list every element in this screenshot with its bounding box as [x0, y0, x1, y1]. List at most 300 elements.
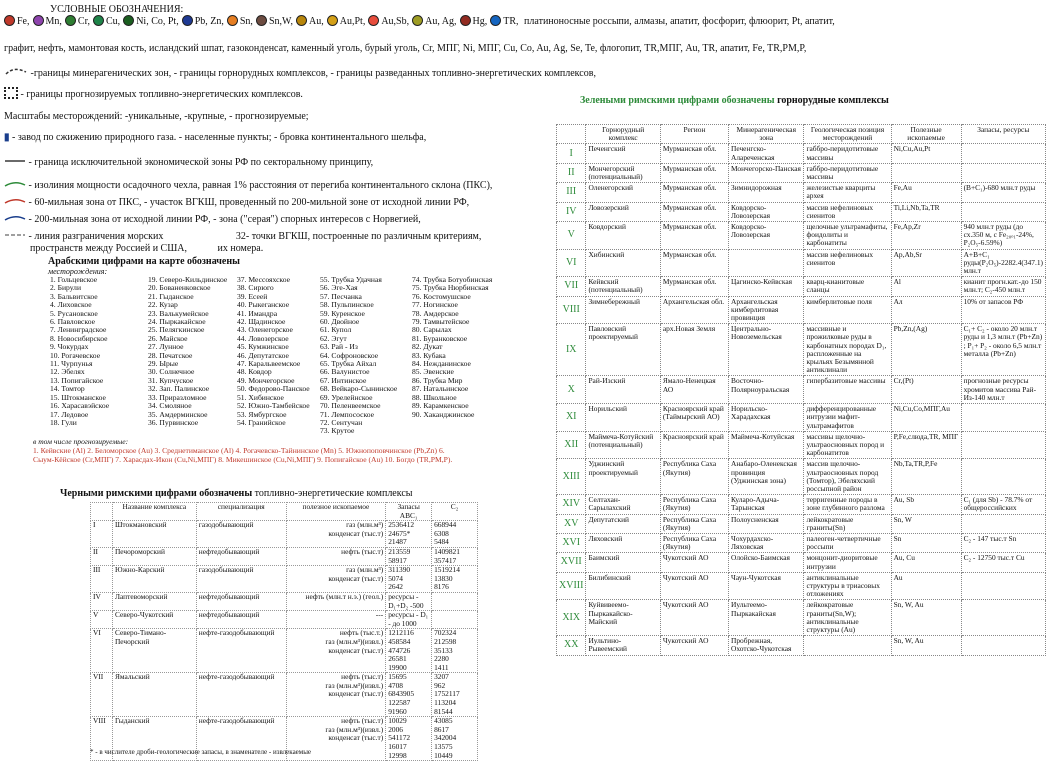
deposit-item: 16. Харасавэйское — [50, 401, 110, 411]
fuel-table — [90, 502, 478, 761]
deposit-item: 76. Костомушское — [412, 291, 471, 301]
fuel-abc-value: ресурсы - D₁+D₂ -500 — [388, 591, 424, 610]
legend-row-5: Масштабы месторождений: -уникальные, -крупные, - прогнозируемые; — [4, 111, 309, 122]
deposit-item: 53. Ямбургское — [237, 409, 287, 419]
ore-cell-minerals: Ал — [891, 296, 961, 324]
deposit-item: 7. Ленинградское — [50, 325, 107, 335]
ore-cell-region: Мурманская обл. — [660, 163, 728, 182]
metal-dot-icon — [327, 15, 338, 26]
fuel-c2-value: 13830 — [434, 573, 453, 583]
fuel-cell-name: Гыданский — [112, 717, 196, 761]
ore-table-row — [557, 459, 1046, 495]
mile-zone-60-icon — [4, 197, 26, 205]
legend-row-9 — [4, 196, 469, 209]
legend-metal-list — [4, 16, 522, 27]
fuel-abc-value: 21487 — [388, 537, 407, 547]
ore-cell-geology: массив нефелиновых сиенитов — [804, 202, 891, 221]
legend-metal-label: Au, — [309, 16, 324, 27]
fuel-resource-line: нефть (млн.т н.э.) (геол.) — [305, 591, 384, 601]
fuel-resource-line: газ (млн.м³) — [346, 565, 384, 575]
deposit-item: 38. Сирюго — [237, 283, 274, 293]
deposit-item: 2. Бирули — [50, 283, 82, 293]
legend-row-11-text-d: их номера. — [217, 243, 264, 254]
deposit-item: 87. Натальинское — [412, 384, 469, 394]
ore-table-row — [557, 636, 1046, 655]
fuel-cell-name: Северо-Тимано-Печорский — [112, 629, 196, 673]
deposit-item: 29. Ырые — [148, 359, 179, 369]
ore-cell-zone: Иультеемо-Пыркакайская — [729, 600, 804, 636]
fuel-cell-num: IV — [91, 592, 113, 610]
ore-cell-zone: Архангельская кимберлитовая провинция — [729, 296, 804, 324]
ore-cell-reserves — [961, 163, 1045, 182]
ore-cell-reserves: C₁ (для Sb) - 78.7% от общероссийских — [961, 495, 1045, 514]
fuel-cell-resource — [286, 521, 386, 548]
deposit-item: 40. Рыкеганское — [237, 300, 290, 310]
deposit-item: 18. Гули — [50, 417, 77, 427]
fuel-c2-value: 1519214 — [434, 565, 460, 575]
legend-row-11-text-c: 32- точки ВГКШ, построенные по различным критериям, — [235, 231, 482, 242]
deposit-item: 4. Лиховское — [50, 300, 92, 310]
fuel-resource-line: нефть (тыс.т.) — [339, 628, 384, 638]
fuel-header-resource: полезное ископаемое — [286, 503, 386, 521]
ore-cell-minerals: Al — [891, 277, 961, 296]
deposit-item: 69. Урелейнское — [320, 392, 373, 402]
metal-dot-icon — [4, 15, 15, 26]
ore-cell-zone: Центрально-Новоземельская — [729, 324, 804, 376]
ore-cell-minerals: Fe,Ap,Zr — [891, 222, 961, 250]
ore-cell-num: XIV — [557, 495, 586, 514]
ore-cell-minerals: Ap,Ab,Sr — [891, 249, 961, 277]
deposit-item: 25. Пелягкинское — [148, 325, 205, 335]
fuel-cell-name: Штокмановский — [112, 521, 196, 548]
legend-metal-label: TR, — [503, 16, 519, 27]
fuel-table-row — [91, 547, 478, 565]
fuel-abc-value: 1212116 — [388, 628, 414, 638]
deposit-item: 89. Карамкенское — [412, 401, 469, 411]
ore-header-reserves: Запасы, ресурсы — [961, 125, 1045, 144]
ore-cell-num: VIII — [557, 296, 586, 324]
ore-cell-zone: Чаун-Чукотская — [729, 572, 804, 600]
metal-dot-icon — [182, 15, 193, 26]
ore-cell-reserves — [961, 572, 1045, 600]
fuel-abc-value: 5074 — [388, 573, 403, 583]
deposit-item: 34. Смоляное — [148, 401, 192, 411]
ore-cell-region: Мурманская обл. — [660, 249, 728, 277]
deposit-item: 1. Гольцевское — [50, 275, 98, 284]
deposit-item: 12. Эбелях — [50, 367, 85, 377]
ore-cell-num: IX — [557, 324, 586, 376]
legend-row-10 — [4, 213, 421, 226]
ore-cell-geology: кварц-кианитовые сланцы — [804, 277, 891, 296]
legend-row-11-text-a: - линия разграничения морских — [28, 231, 164, 242]
deposit-item: 26. Майское — [148, 333, 188, 343]
ore-cell-region: Мурманская обл. — [660, 277, 728, 296]
fuel-cell-abc — [386, 717, 432, 761]
fuel-abc-value: 474726 — [388, 645, 411, 655]
deposit-item: 22. Кузар — [148, 300, 178, 310]
fuel-cell-abc — [386, 673, 432, 717]
legend-metal-label: Cr, — [77, 16, 91, 27]
ore-title-green: Зелеными римскими цифрами обозначены — [580, 95, 775, 106]
deposit-item: 44. Ловозерское — [237, 333, 289, 343]
ore-cell-minerals: Ni,Cu,Au,Pt — [891, 144, 961, 163]
fuel-table-header — [91, 503, 478, 521]
legend-metal-item — [123, 15, 179, 28]
metal-dot-icon — [256, 15, 267, 26]
deposit-item: 31. Купчуское — [148, 375, 194, 385]
fuel-cell-name: Лаптевоморский — [112, 592, 196, 610]
deposit-item: 48. Ковдор — [237, 367, 272, 377]
ore-cell-reserves: кианит прогн.кат.-до 150 млн.т; C₂-450 млн.т — [961, 277, 1045, 296]
fuel-cell-spec: нефте-газодобывающий — [196, 717, 286, 761]
fuel-cell-resource — [286, 592, 386, 610]
fuel-header-c2: C₂ — [432, 503, 478, 521]
ore-cell-minerals: P,Fe,слюда,TR, МПГ — [891, 431, 961, 459]
ore-cell-reserves: A+B+C₁ руды(P₂O₅)-2282.4(347.1) млн.т — [961, 249, 1045, 277]
ore-cell-minerals: Sn, W, Au — [891, 636, 961, 655]
fuel-abc-value: ресурсы - D₁ - до 1000 — [388, 610, 429, 628]
fuel-cell-resource — [286, 566, 386, 593]
ore-cell-complex: Оленегорский — [586, 183, 660, 202]
deposit-item: 73. Крутое — [320, 426, 355, 436]
mile-zone-200-icon — [4, 214, 26, 222]
fuel-abc-value: 458584 — [388, 636, 411, 646]
deposit-item: 32. Зап. Палинское — [148, 384, 210, 394]
ore-cell-minerals: Au — [891, 572, 961, 600]
ore-cell-geology: терригенные породы в зоне глубинного разлома — [804, 495, 891, 514]
arabic-title: Арабскими цифрами на карте обозначены — [48, 256, 240, 267]
fuel-abc-value: 10029 — [388, 716, 407, 726]
fuel-abc-value: 2642 — [388, 582, 403, 592]
deposit-item: 90. Хаканджинское — [412, 409, 475, 419]
ore-cell-region: Красноярский край — [660, 431, 728, 459]
ore-cell-complex: Печенгский — [586, 144, 660, 163]
fuel-cell-c2 — [432, 547, 478, 565]
fuel-cell-name: Северо-Чукотский — [112, 611, 196, 629]
fuel-cell-c2 — [432, 717, 478, 761]
ore-cell-zone: Маймеча-Котуйская — [729, 431, 804, 459]
ore-cell-reserves: C₂ - 12750 тыс.т Cu — [961, 553, 1045, 572]
deposit-item: 88. Школьное — [412, 392, 457, 402]
ore-cell-region: Мурманская обл. — [660, 202, 728, 221]
fuel-cell-abc — [386, 611, 432, 629]
legend-metal-item — [412, 15, 456, 28]
legend-metal-item — [227, 15, 253, 28]
fuel-resource-line: конденсат (тыс.т) — [328, 573, 384, 583]
legend-row-6 — [4, 131, 426, 144]
ore-cell-num: XV — [557, 514, 586, 533]
ore-cell-zone: Олойско-Баимская — [729, 553, 804, 572]
fuel-c2-value: 1411 — [434, 662, 449, 672]
ore-cell-complex: Зимнебережный — [586, 296, 660, 324]
fuel-cell-num: V — [91, 611, 113, 629]
legend-title: УСЛОВНЫЕ ОБОЗНАЧЕНИЯ: — [50, 4, 184, 15]
ore-cell-zone: Ковдорско-Ловозерская — [729, 202, 804, 221]
ore-header-minerals: Полезные ископаемые — [891, 125, 961, 144]
fuel-c2-value: 10449 — [434, 750, 453, 760]
ore-cell-zone: Норильско-Харадахская — [729, 404, 804, 432]
deposit-item: 81. Буранковское — [412, 333, 468, 343]
deposit-item: 30. Солнечное — [148, 367, 195, 377]
fuel-cell-abc — [386, 629, 432, 673]
fuel-cell-c2 — [432, 566, 478, 593]
ore-cell-region: Чукотский АО — [660, 636, 728, 655]
deposit-item: 49. Мончегорское — [237, 375, 295, 385]
ore-cell-reserves: C₂ - 147 тыс.т Sn — [961, 533, 1045, 552]
deposit-item: 3. Бальвитское — [50, 291, 98, 301]
legend-metal-item — [65, 15, 90, 28]
ore-cell-reserves — [961, 202, 1045, 221]
ore-cell-complex: Павловский проектируемый — [586, 324, 660, 376]
ore-cell-minerals: Au, Cu — [891, 553, 961, 572]
ore-table-row — [557, 222, 1046, 250]
deposit-item: 10. Рогачевское — [50, 350, 101, 360]
ore-cell-zone: Анабаро-Оленекская провинция (Уджинская зона) — [729, 459, 804, 495]
deposit-item: 65. Трубка Айхал — [320, 359, 377, 369]
ore-cell-zone — [729, 249, 804, 277]
arabic-subtitle: месторождения: — [48, 267, 108, 276]
fuel-cell-resource — [286, 611, 386, 629]
ore-cell-reserves: 10% от запасов РФ — [961, 296, 1045, 324]
legend-metal-label: Au,Pt, — [339, 16, 366, 27]
fuel-cell-num: VII — [91, 673, 113, 717]
metal-dot-icon — [412, 15, 423, 26]
ore-title-bold: горнорудные комплексы — [777, 95, 889, 106]
fuel-resource-line: конденсат (тыс.т) — [328, 528, 384, 538]
ore-cell-zone: Полоусненская — [729, 514, 804, 533]
fuel-c2-value: 81544 — [434, 706, 453, 716]
ore-cell-geology: железистые кварциты архея — [804, 183, 891, 202]
fuel-resource-line: нефть (тыс.т) — [341, 716, 384, 726]
metal-dot-icon — [33, 15, 44, 26]
ore-table-row — [557, 572, 1046, 600]
fuel-table-row — [91, 673, 478, 717]
fuel-header-spec: специализация — [196, 503, 286, 521]
legend-row-2: графит, нефть, мамонтовая кость, исландский шпат, газоконденсат, каменный уголь, бурый уголь, Cr, МПГ, Ni, МПГ, Cu, Co, Au, Ag, Se, Te, флогопит, TR,МПГ, Au, TR, апатит, Fe, TR,PM,P, — [4, 43, 807, 54]
ore-table-body — [557, 144, 1046, 655]
ore-table-row — [557, 249, 1046, 277]
ore-table-row — [557, 553, 1046, 572]
ore-cell-complex: Хибинский — [586, 249, 660, 277]
ore-cell-geology: монцонит-диоритовые интрузии — [804, 553, 891, 572]
ore-cell-region: Архангельская обл. — [660, 296, 728, 324]
ore-cell-zone: Чохурдахско-Ляховская — [729, 533, 804, 552]
ore-header-complex: Горнорудный комплекс — [586, 125, 660, 144]
ore-title — [580, 95, 889, 106]
deposit-item: 41. Имандра — [237, 308, 278, 318]
deposit-item: 63. Рай - Из — [320, 342, 358, 352]
deposit-list-col-1 — [50, 276, 109, 427]
fuel-cell-abc — [386, 592, 432, 610]
metal-dot-icon — [460, 15, 471, 26]
legend-metal-item — [490, 15, 518, 28]
ore-cell-num: XII — [557, 431, 586, 459]
fuel-abc-value: 122587 — [388, 698, 411, 708]
deposit-item: 50. Федорово-Панское — [237, 384, 310, 394]
fuel-cell-c2 — [432, 592, 478, 610]
fuel-cell-c2 — [432, 673, 478, 717]
forecast-line-2: Сыум-Кёйское (Cr,МПГ) 7. Харасдах-Икон (Cu,Ni,МПГ) 8. Микешинское (Cu,Ni,МПГ) 9. Попигайское (Au) 10. Богдо (TR,PM,P). — [33, 455, 453, 464]
fuel-c2-value: 357417 — [434, 555, 457, 565]
ore-cell-zone: Куларо-Адыча-Тарынская — [729, 495, 804, 514]
deposit-item: 59. Куренское — [320, 308, 365, 318]
legend-metal-item — [93, 15, 120, 28]
ore-cell-minerals — [891, 163, 961, 182]
fuel-title-rest: топливно-энергетические комплексы — [254, 488, 413, 499]
fuel-c2-value: 35133 — [434, 645, 453, 655]
ore-cell-complex: Иультино-Рывеемский — [586, 636, 660, 655]
legend-metal-item — [327, 15, 366, 28]
ore-header-num — [557, 125, 586, 144]
ore-cell-num: V — [557, 222, 586, 250]
fuel-table-body — [91, 521, 478, 761]
legend-row-10-text: - 200-мильная зона от исходной линии РФ, - зона ("серая") спорных интересов с Норвегией, — [28, 214, 421, 225]
ore-table-row — [557, 514, 1046, 533]
deposit-item: 5. Русановское — [50, 308, 98, 318]
legend-metal-label: Pb, Zn, — [194, 16, 224, 27]
fuel-resource-line: газ (млн.м³)(извл.) — [325, 724, 384, 734]
ore-cell-geology: щелочные ультрамафиты, фоидолиты и карбонатиты — [804, 222, 891, 250]
fuel-cell-name: Печороморский — [112, 547, 196, 565]
ore-cell-num: II — [557, 163, 586, 182]
deposit-item: 36. Пурвинское — [148, 417, 199, 427]
deposit-item: 28. Печатское — [148, 350, 193, 360]
legend-metal-label: Mn, — [45, 16, 62, 27]
fuel-abc-value: 91960 — [388, 706, 407, 716]
ore-cell-reserves — [961, 404, 1045, 432]
ore-cell-minerals: Sn, W, Au — [891, 600, 961, 636]
ore-cell-complex: Селтахан-Сарылахский — [586, 495, 660, 514]
legend-row-7 — [4, 156, 373, 169]
deposit-item: 83. Кубака — [412, 350, 446, 360]
deposit-item: 67. Интинское — [320, 375, 367, 385]
fuel-abc-value: 15695 — [388, 672, 407, 682]
deposit-item: 70. Пеленвеемское — [320, 401, 381, 411]
fuel-cell-spec: нефтедобывающий — [196, 611, 286, 629]
ore-table-header — [557, 125, 1046, 144]
legend-metal-item — [256, 15, 293, 28]
deposit-item: 42. Щадинское — [237, 317, 286, 327]
legend-metal-item — [4, 15, 30, 28]
legend-row-3-text: -границы минерагенических зон, - границы горнорудных комплексов, - границы разведанных топливно-энергетических комплексов, — [30, 68, 596, 79]
deposit-item: 85. Эвенские — [412, 367, 454, 377]
ore-cell-geology: габбро-перидотитовые массивы — [804, 144, 891, 163]
ore-cell-num: VI — [557, 249, 586, 277]
ore-cell-region: Республика Саха (Якутия) — [660, 459, 728, 495]
fuel-cell-resource — [286, 673, 386, 717]
ore-cell-minerals: Au, Sb — [891, 495, 961, 514]
fuel-table-row — [91, 611, 478, 629]
fuel-resource-line: конденсат (тыс.т) — [328, 645, 384, 655]
ore-header-zone: Минерагеническая зона — [729, 125, 804, 144]
legend-metal-label: Hg, — [472, 16, 488, 27]
deposit-item: 24. Пыркакайское — [148, 317, 206, 327]
legend-metal-label: Fe, — [17, 16, 30, 27]
fuel-abc-value: 6843905 — [388, 689, 415, 699]
fuel-resource-line: нефть (тыс.т) — [341, 546, 384, 556]
fuel-resource-line: газ (млн.м³)(извл.) — [325, 680, 384, 690]
ore-cell-geology: дифференцированные интрузии мафит-ультрамафитов — [804, 404, 891, 432]
ore-table-row — [557, 533, 1046, 552]
legend-row-4-text: - границы прогнозируемых топливно-энергетических комплексов. — [20, 89, 303, 100]
legend-metal-label: Sn, — [239, 16, 253, 27]
fuel-cell-resource — [286, 629, 386, 673]
ore-cell-num: VII — [557, 277, 586, 296]
fuel-cell-num: III — [91, 566, 113, 593]
deposit-item: 13. Попигайское — [50, 375, 104, 385]
mineragenic-zone-line-icon — [4, 66, 28, 76]
ore-cell-num: XI — [557, 404, 586, 432]
ore-cell-zone: Зимнидорожная — [729, 183, 804, 202]
deposit-item: 35. Амдерминское — [148, 409, 208, 419]
deposit-item: 60. Двойное — [320, 317, 360, 327]
ore-cell-geology: массив нефелиновых сиенитов — [804, 249, 891, 277]
fuel-abc-value: 19900 — [388, 662, 407, 672]
ore-cell-minerals: Sn, W — [891, 514, 961, 533]
deposit-item: 56. Эге-Хая — [320, 283, 358, 293]
fuel-cell-num: I — [91, 521, 113, 548]
deposit-list-col-5 — [412, 276, 492, 419]
fuel-c2-value: 5484 — [434, 537, 449, 547]
ore-cell-complex: Ловозерский — [586, 202, 660, 221]
ore-cell-num: X — [557, 376, 586, 404]
legend-row-8 — [4, 179, 492, 192]
deposit-list-col-3 — [237, 276, 310, 427]
ore-cell-reserves: C₁+ C₂ - около 20 млн.т руды и 1,3 млн.т (Pb+Zn) ; P₁+ P₂ - около 6,5 млн.т металла (Pb+Zn) — [961, 324, 1045, 376]
ore-cell-region: Ямало-Ненецкая АО — [660, 376, 728, 404]
ore-cell-complex: Ковдорский — [586, 222, 660, 250]
deposit-item: 20. Бованенковское — [148, 283, 211, 293]
legend-row-9-text: - 60-мильная зона от ПКС, - участок ВГКШ, проведенный по 200-мильной зоне от исходной линии РФ, — [28, 197, 470, 208]
fuel-table-row — [91, 592, 478, 610]
fuel-header-abc: Запасы ABC₁ — [386, 503, 432, 521]
fuel-c2-value: 13575 — [434, 742, 453, 752]
eez-border-line-icon — [4, 157, 26, 165]
fuel-resource-line: конденсат (тыс.т) — [328, 689, 384, 699]
ore-cell-reserves — [961, 636, 1045, 655]
fuel-abc-value: 24675* — [388, 528, 411, 538]
fuel-c2-value: 43085 — [434, 716, 453, 726]
ore-cell-zone: Печенгско-Алареченская — [729, 144, 804, 163]
fuel-header-num — [91, 503, 113, 521]
ore-table-row — [557, 324, 1046, 376]
deposit-item: 43. Оленегорское — [237, 325, 293, 335]
forecast-complex-border-icon — [4, 87, 18, 99]
ore-cell-reserves — [961, 514, 1045, 533]
fuel-cell-c2 — [432, 629, 478, 673]
ore-cell-geology: лейкократовые граниты(Sn,W); антиклинальные структуры (Au) — [804, 600, 891, 636]
deposit-item: 21. Гыданское — [148, 291, 194, 301]
legend-row-8-text: - изолиния мощности осадочного чехла, равная 1% расстояния от перегиба континентального склона (ПКС), — [28, 180, 493, 191]
ore-table-row — [557, 163, 1046, 182]
ore-cell-complex: Норильский — [586, 404, 660, 432]
deposit-item: 86. Трубка Мир — [412, 375, 463, 385]
fuel-cell-abc — [386, 547, 432, 565]
ore-cell-minerals: Fe,Au — [891, 183, 961, 202]
deposit-item: 45. Кумжинское — [237, 342, 289, 352]
fuel-c2-value: 1409821 — [434, 546, 460, 556]
metal-dot-icon — [227, 15, 238, 26]
ore-cell-geology: массивы щелочно-ультраосновных пород и карбонатитов — [804, 431, 891, 459]
fuel-cell-spec: нефте-газодобывающий — [196, 673, 286, 717]
deposit-item: 74. Трубка Ботуобинская — [412, 275, 493, 284]
fuel-table-row — [91, 521, 478, 548]
ore-cell-region: Республика Саха (Якутия) — [660, 514, 728, 533]
ore-cell-geology: лейкократовые граниты(Sn) — [804, 514, 891, 533]
deposit-item: 75. Трубка Нюрбинская — [412, 283, 489, 293]
ore-cell-complex: Маймеча-Котуйский (потенциальный) — [586, 431, 660, 459]
deposit-item: 71. Лемпосоское — [320, 409, 375, 419]
